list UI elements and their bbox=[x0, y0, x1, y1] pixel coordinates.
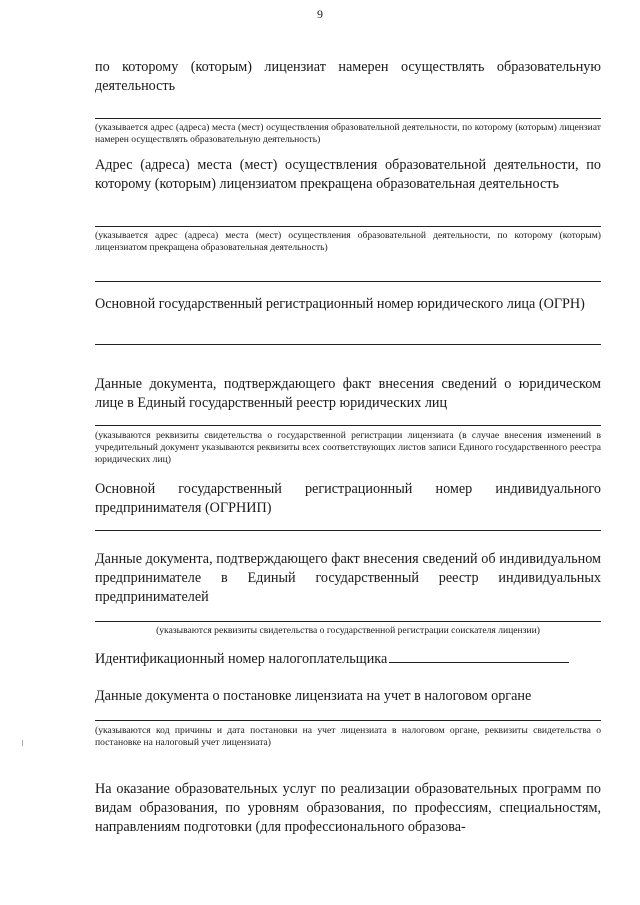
educational-services-text: На оказание образовательных услуг по реализации образовательных программ по видам образования, по уровням образования, по профессиям, специальностям, направлениям подготовки (для профессионального образова- bbox=[95, 781, 601, 835]
address-terminated-note: (указывается адрес (адреса) места (мест) осуществления образовательной деятельности, по которому (которым) лицензиатом прекращена образовательная деятельность) bbox=[95, 230, 601, 253]
address-terminated-extra-line[interactable] bbox=[95, 281, 601, 282]
egrip-doc-note: (указываются реквизиты свидетельства о государственной регистрации соискателя лицензии) bbox=[156, 625, 540, 636]
ogrnip-text: Основной государственный регистрационный номер индивидуального предпринимателя (ОГРНИП) bbox=[95, 481, 601, 516]
page-number: 9 bbox=[317, 7, 323, 21]
ogrn-line[interactable] bbox=[95, 344, 601, 345]
margin-mark bbox=[22, 740, 25, 746]
egrul-doc-note: (указываются реквизиты свидетельства о государственной регистрации лицензиата (в случае внесения изменений в учредительный документ указываются реквизиты всех соответствующих листов записи Единого государственного реестра юридических лиц) bbox=[95, 430, 601, 465]
egrul-doc-line[interactable] bbox=[95, 425, 601, 426]
tax-registration-text: Данные документа о постановке лицензиата на учет в налоговом органе bbox=[95, 688, 532, 704]
address-terminated-line[interactable] bbox=[95, 226, 601, 227]
ogrnip-line[interactable] bbox=[95, 530, 601, 531]
address-intended-note: (указывается адрес (адреса) места (мест) осуществления образовательной деятельности, по которому (которым) лицензиат намерен осуществлять образовательную деятельность) bbox=[95, 122, 601, 145]
egrul-doc-text: Данные документа, подтверждающего факт внесения сведений о юридическом лице в Единый государственный реестр юридических лиц bbox=[95, 376, 601, 411]
inn-row bbox=[95, 650, 601, 669]
inn-input-line[interactable] bbox=[389, 650, 569, 663]
tax-registration-note: (указываются код причины и дата постановки на учет лицензиата в налоговом органе, реквизиты свидетельства о постановке на налоговый учет лицензиата) bbox=[95, 725, 601, 748]
address-intended-text: по которому (которым) лицензиат намерен осуществлять образовательную деятельность bbox=[95, 59, 601, 94]
egrip-doc-text: Данные документа, подтверждающего факт внесения сведений об индивидуальном предпринимателе в Единый государственный реестр индивидуальных предпринимателей bbox=[95, 551, 601, 605]
inn-label: Идентификационный номер налогоплательщика bbox=[95, 651, 388, 667]
address-intended-line[interactable] bbox=[95, 118, 601, 119]
address-terminated-text: Адрес (адреса) места (мест) осуществления образовательной деятельности, по которому (которым) лицензиатом прекращена образовательная деятельность bbox=[95, 157, 601, 192]
egrip-doc-line[interactable] bbox=[95, 621, 601, 622]
tax-registration-line[interactable] bbox=[95, 720, 601, 721]
ogrn-text: Основной государственный регистрационный номер юридического лица (ОГРН) bbox=[95, 296, 585, 312]
